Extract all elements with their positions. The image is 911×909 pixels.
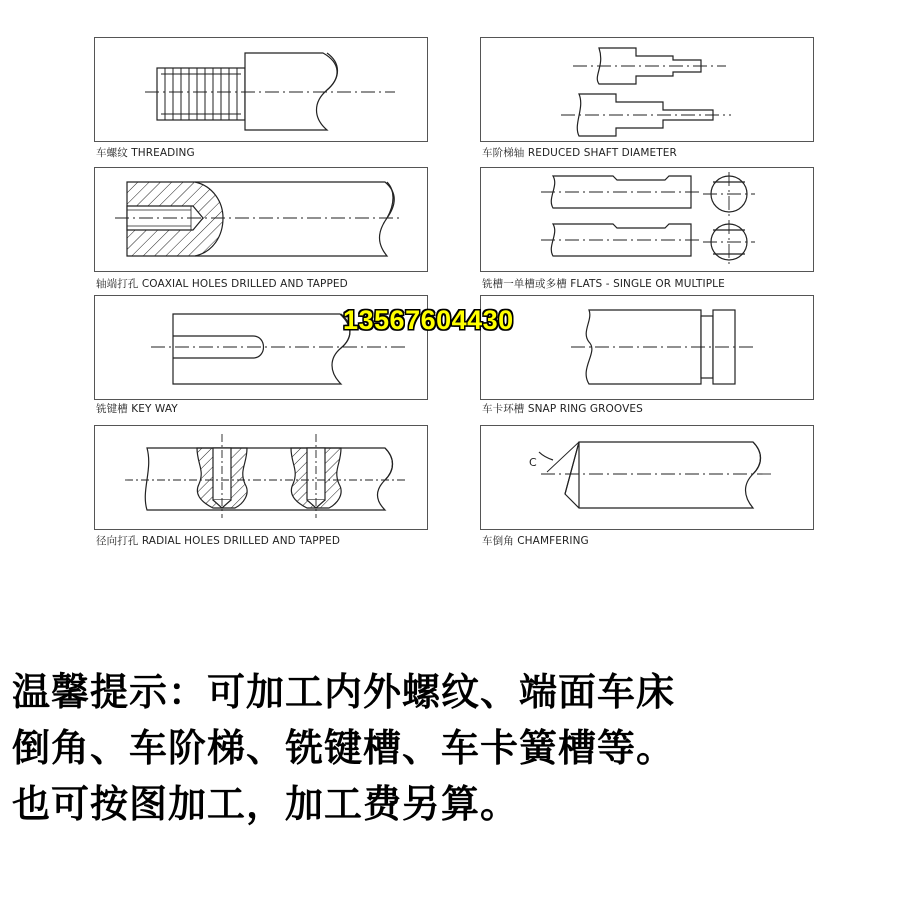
caption-reduced-shaft: 车阶梯轴 REDUCED SHAFT DIAMETER <box>482 147 677 159</box>
reduced-shaft-diagram <box>480 37 814 142</box>
notice-line-2: 倒角、车阶梯、铣键槽、车卡簧槽等。 <box>12 725 676 770</box>
chamfering-drawing <box>481 426 815 531</box>
threading-drawing <box>95 38 429 143</box>
caption-coaxial-holes: 轴端打孔 COAXIAL HOLES DRILLED AND TAPPED <box>96 278 348 290</box>
notice-line-1: 温馨提示：可加工内外螺纹、端面车床 <box>12 669 676 714</box>
notice-line-3: 也可按图加工，加工费另算。 <box>12 781 520 826</box>
radial-holes-drawing <box>95 426 429 531</box>
coaxial-holes-drawing <box>95 168 429 273</box>
caption-threading: 车螺纹 THREADING <box>96 147 195 159</box>
chamfering-diagram <box>480 425 814 530</box>
threading-diagram <box>94 37 428 142</box>
caption-radial-holes: 径向打孔 RADIAL HOLES DRILLED AND TAPPED <box>96 535 341 547</box>
coaxial-holes-diagram <box>94 167 428 272</box>
caption-snap-ring: 车卡环槽 SNAP RING GROOVES <box>482 403 643 415</box>
snap-ring-drawing <box>481 296 815 401</box>
flats-diagram <box>480 167 814 272</box>
radial-holes-diagram <box>94 425 428 530</box>
notice-text <box>12 664 902 832</box>
caption-keyway: 铣键槽 KEY WAY <box>96 403 178 415</box>
phone-number: 13567604430 <box>343 305 514 335</box>
caption-flats: 铣槽一单槽或多槽 FLATS - SINGLE OR MULTIPLE <box>482 278 725 290</box>
chamfer-label: C <box>529 456 537 469</box>
caption-chamfering: 车倒角 CHAMFERING <box>482 535 589 547</box>
reduced-shaft-drawing <box>481 38 815 143</box>
snap-ring-diagram <box>480 295 814 400</box>
flats-drawing <box>481 168 815 273</box>
